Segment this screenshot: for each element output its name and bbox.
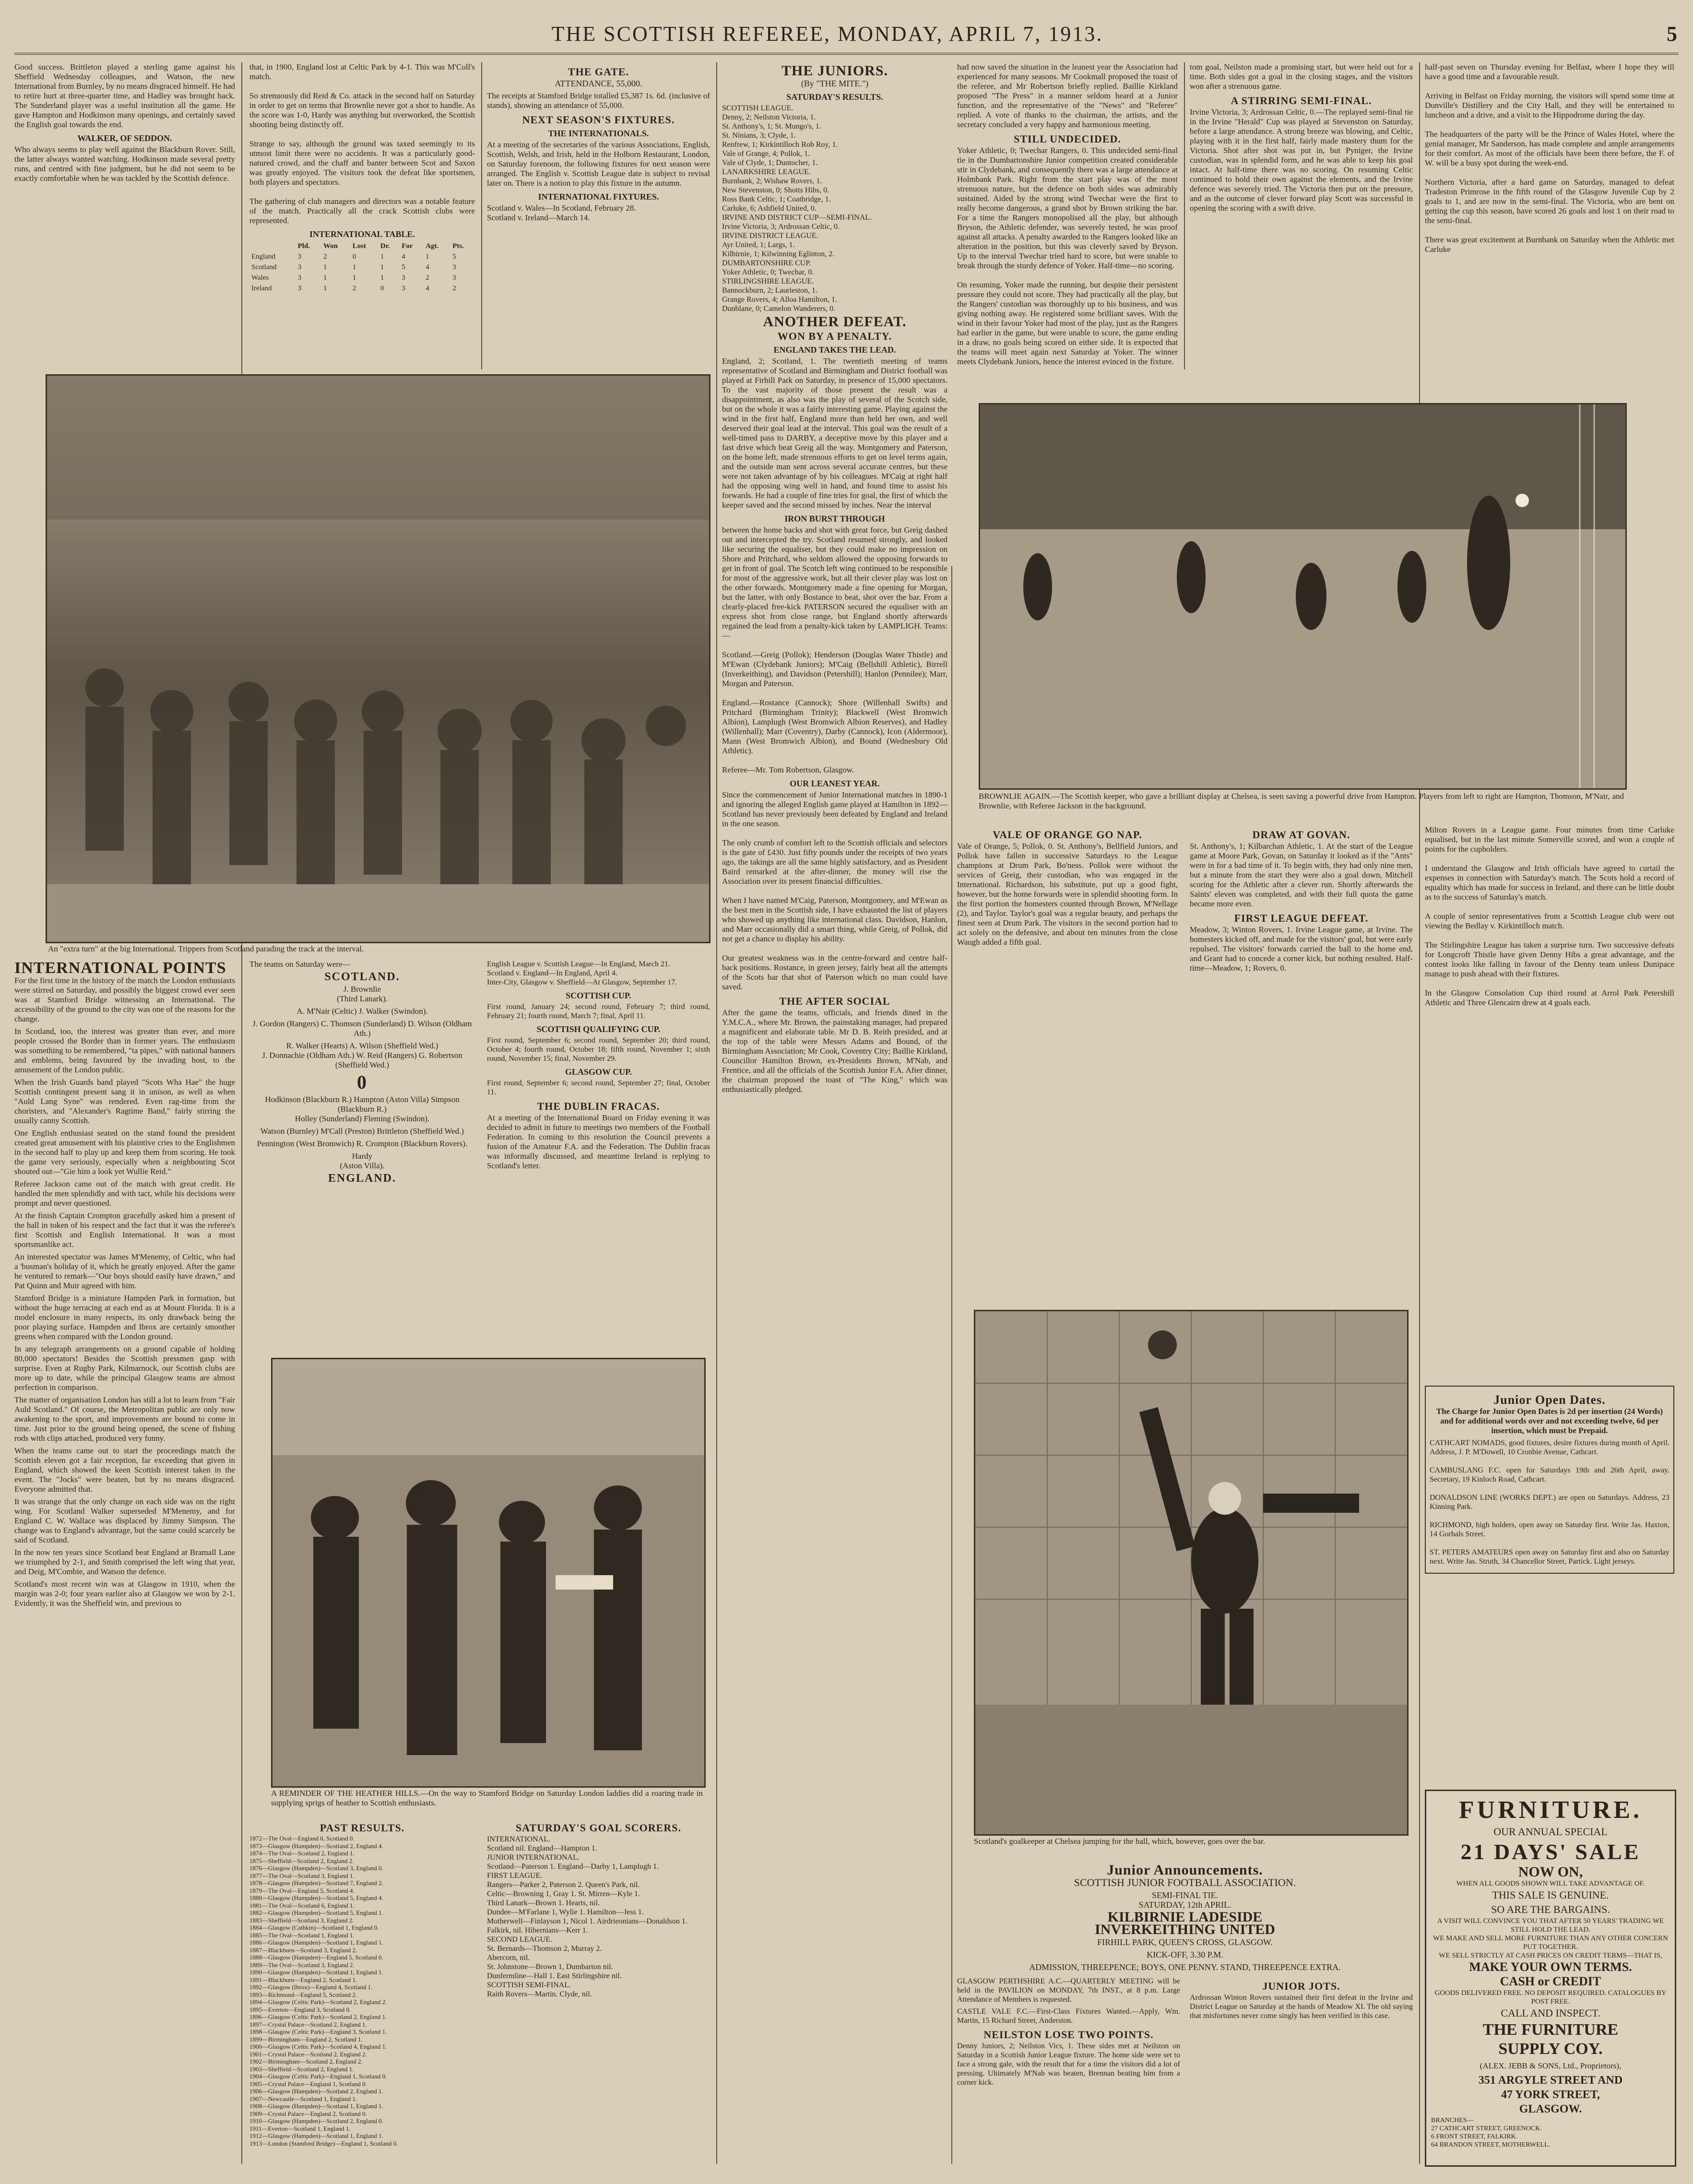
table-cell: 1 [380,253,384,261]
column-3-top [487,62,710,374]
team-name: SCOTLAND. [324,971,400,983]
article-text: First round, January 24; second round, February 7; third round, February 21; fourth round, March 7; final, April 11. [487,1003,710,1020]
section-heading: FIRST LEAGUE DEFEAT. [1234,912,1369,924]
table-cell: 2 [452,285,456,292]
team-name: ENGLAND. [328,1172,396,1185]
team-lineups [249,972,475,1183]
table-row [249,283,475,294]
table-cell: 1 [380,274,384,282]
section-heading: THE DUBLIN FRACAS. [537,1100,660,1112]
open-dates-box [1425,1386,1674,1574]
table-cell: Scotland [251,263,277,271]
article-text: One English enthusiast seated on the stand found the president created great amusement with his plaintive cries to the Englishmen in the second half to play up and keep them from scoring. He took the game very seriously, especially when a neighbouring Scot shouted out—"Gie him a look yet Wullie Reid." [14,1128,235,1176]
subheading: SEMI-FINAL TIE. SATURDAY, 12th APRIL. [1138,1890,1231,1910]
article-text: St. Anthony's, 1; Kilbarchan Athletic, 1. At the start of the League game at Moore Park, Govan, on Saturday it looked as if the "Ants" were in for a bad time of it. To begin with, they had only nine men, but a minute from the start they were also a goal down, Mitchell scoring for the Athletic after a clever run. Shortly afterwards the Saints' eleven was completed, and with their full quota the game became more even. [1190,842,1413,908]
article-text: Meadow, 3; Winton Rovers, 1. Irvine League game, at Irvine. The homesters kicked off, and made for the visitors' goal, but were early repulsed. The visitors' forwards carried the ball to the home end, and Grant had to concede a corner kick, but nothing resulted. Half-time—Meadow, 1; Rovers, 0. [1190,925,1413,973]
column-7-top [1425,62,1674,374]
article-text: Referee Jackson came out of the match with great credit. He handled the men splendidly and with tact, while his decisions were prompt and never questioned. [14,1179,235,1208]
table-cell: 3 [452,274,456,282]
lineup-line: R. Walker (Hearts) A. Wilson (Sheffield Wed.) J. Donnachie (Oldham Ath.) W. Reid (Rangers) G. Robertson (Sheffield Wed.) [262,1041,462,1069]
column-1-top [14,62,235,374]
table-cell: 4 [426,285,429,292]
section-heading: NEILSTON LOSE TWO POINTS. [983,2029,1154,2041]
article-text: The receipts at Stamford Bridge totalled £5,387 1s. 6d. (inclusive of stands), showing an attendance of 55,000. [487,91,710,110]
article-text: In Scotland, too, the interest was greater than ever, and more people crossed the Border than in former years. The enthusiasm was something to be remembered, "ta pipes," with national banners and emblems, being favoured by the invading host, to the amusement of the London public. [14,1027,235,1074]
section-heading: Junior Open Dates. [1493,1393,1606,1407]
column-4 [722,62,947,2164]
article-text: First round, September 6; second round, September 27; final, October 11. [487,1079,710,1096]
subheading: ENGLAND TAKES THE LEAD. [773,345,896,355]
goal-scorers [487,1818,710,2164]
photo-heather-sellers [271,1358,706,1788]
article-text: Yoker Athletic, 0; Twechar Rangers, 0. This undecided semi-final tie in the Dumbartonshire Junior competition created considerable stir in Clydebank, and consequently there was a large attendance at Holmbank Park. Right from the start play was of the most strenuous nature, but the defence on both sides was admirably sustained. Aided by the strong wind Twechar were the first to really become dangerous, a grand shot by Brown striking the bar. For a time the Rangers monopolised all the play, but although Bryson, the Athletic defender, was severely tested, he was proof against all attacks. A penalty awarded to the Rangers looked like an alteration in the position, but this was cleverly saved by Bryson. Up to the interval Twechar tried hard to score, but were unable to break through the sturdy defence of Yoker. Half-time—no scoring. On resuming, Yoker made the running, but despite their persistent pressure they could not score. They had practically all the play, but the Rangers' custodian was thoroughly up to his business, and was giving nothing away. He registered some brilliant saves. With the wind in their favour Yoker had most of the play, just as the Rangers had earlier in the game, but were unable to score, the game ending in a draw, no goals being scored on either side. It is expected that the teams will meet again next Saturday at Yoker. The winner meets Clydebank Juniors, hence the interest evinced in the fixture. [957,146,1178,366]
article-text: Irvine Victoria, 3; Ardrossan Celtic, 0.—The replayed semi-final tie in the Irvine "Herald" Cup was played at Stevenston on Saturday, before a large attendance. A strong breeze was blowing, and Celtic, playing with it in the first half, fairly made mastery thum for the Victoria. Shot after shot was put in, but Pyniger, the Irvine custodian, was in splendid form, and he was able to keep his goal intact. At half-time there was no scoring. On resuming Celtic continued to hold their own against the elements, and the Irvine defence was severely tried. The Victoria then put on the pressure, and as the outcome of clever forward play Scott was successful in opening the scoring with a swift drive. [1190,107,1413,213]
ad-line: SO ARE THE BARGAINS. [1491,1903,1610,1915]
photo-crowd-parade [46,374,710,943]
article-text: between the home backs and shot with great force, but Greig dashed out and intercepted the try. Scotland resumed strongly, and looked like securing the equaliser, but they could make no impression on Shore and Pritchard, who seldom allowed the opposing forwards to get in front of goal. The Scotch left wing continued to be responsible for most of the aggressive work, but all their clever play was lost on the other forwards. Montgomery made a fine opening for Morgan, but the latter, with only Bostance to beat, shot over the bar. From a clearly-placed free-kick PATERSON secured the equaliser with an express shot from close range, but England shortly afterwards regained the lead from a penalty-kick taken by LAMPLIGH. Teams:— Scotland.—Greig (Pollok); Henderson (Douglas Water Thistle) and M'Ewan (Clydebank Juniors); M'Caig (Bellshill Athletic), Birrell (Inverkeithing), and Davidson (Petershill); Hanlon (Pennilee); Marr, Morgan and Paterson. England.—Rostance (Cannock); Shore (Willenhall Swifts) and Pritchard (Birmingham Trinity); Blackwell (West Bromwich Albion), Lamplugh (West Bromwich Albion Reserves), and Hadley (Willenhall); Marr (Coventry), Darby (Cannock), Icon (Aldermoor), Mann (West Bromwich Albion), and Bound (Wednesbury Old Athletic). Referee—Mr. Tom Robertson, Glasgow. [722,525,947,774]
subheading: SCOTTISH CUP. [566,991,631,1000]
photo-brownlie-save [979,403,1627,790]
section-heading: ANOTHER DEFEAT. [763,314,907,330]
subheading: SCOTTISH QUALIFYING CUP. [536,1024,661,1034]
lineup-line: J. Gordon (Rangers) C. Thomson (Sunderland) D. Wilson (Oldham Ath.) [252,1019,472,1038]
table-cell: 1 [352,274,356,282]
ad-line: NOW ON, [1518,1864,1583,1880]
table-cell: 3 [452,263,456,271]
table-cell: 1 [352,263,356,271]
article-text: Who always seems to play well against the Blackburn Rover. Still, the latter always wanted watching. Hodkinson made several pretty runs, and centred with fine judgment, but he did not seem to be exactly comfortable when he was tackled by the Scottish defence. [14,145,235,183]
ad-line: (ALEX. JEBB & SONS, Ltd., Proprietors), [1480,2061,1622,2070]
masthead [14,14,1679,55]
article-text: Good success. Brittleton played a sterling game against his Sheffield Wednesday colleagues, and Watson, the new International from Burnley, by no means disgraced himself. He had to retire hurt at three-quarter time, and Hadley was brought back. The Sunderland player was a useful institution all the game. He gave Hampton and Hodkinson many openings, and certainly saved the English goal towards the end. [14,62,235,129]
article-text: The teams on Saturday were— [249,960,351,969]
column-rule [951,566,952,2164]
subheading: WALKER, OF SEDDON. [77,133,172,143]
photo-image [975,1311,1407,1834]
section-heading: JUNIOR JOTS. [1262,1980,1340,1992]
section-heading: A STIRRING SEMI-FINAL. [1231,95,1372,107]
subheading: THE INTERNATIONALS. [548,129,649,138]
table-header-row [249,241,475,251]
furniture-advertisement [1425,1790,1676,2167]
table-cell: 0 [352,253,356,261]
article-text: Vale of Orange, 5; Pollok, 0. St. Anthony's, Bellfield Juniors, and Pollok have fallen in successive Saturdays to the League champions at Drum Park, Bo'ness. Pollok were without the services of Greig, their custodian, who was engaged in the International. Richardson, his substitute, put up a good fight, however, but the home forwards were in splendid shooting form. In the first portion the homesters counted through Brown, M'Nellage (2), and Taylor. Taylor's goal was a regular beauty, and perhaps the finest seen at Drum Park. The visitors in the second portion had to act solely on the defensive, and about ten minutes from the close Waugh added a fifth goal. [957,842,1178,947]
section-heading: THE GATE. [568,66,629,78]
ad-line: THIS SALE IS GENUINE. [1492,1889,1609,1901]
ad-address: GLASGOW. [1519,2103,1582,2115]
match-team: INVERKEITHING UNITED [1095,1922,1275,1937]
photo-goalkeeper-jump [974,1310,1409,1836]
classified-ad: CASTLE VALE F.C.—First-Class Fixtures Wanted.—Apply, Wm. Martin, 15 Richard Street, Anderston. [957,2007,1180,2025]
byline: (By "THE MITE.") [801,79,869,88]
article-text: England, 2; Scotland, 1. The twentieth meeting of teams representative of Scotland and Birmingham and District football was played at Firhill Park on Saturday, in presence of 15,000 spectators. To the vast majority of those present the result was a disappointment, as also was the play of several of the Scotch side, but on the whole it was a fairly interesting game. Playing against the wind in the first half, England more than held her own, and well deserved their goal lead at the interval. This goal was the result of a well-timed pass to DARBY, a deceptive move by this player and a fast drive which beat Greig all the way. Montgomery and Paterson, on the home left, made strenuous efforts to get on level terms again, and the outside man sent across several accurate centres, but these were not taken advantage of by his colleagues. M'Caig at right half had the opposing wing well in hand, and found time to assist his forwards. He had a couple of fine tries for goal, the first of which the keeper saved and the second missed by inches. Near the interval [722,356,947,510]
column-5-top [957,62,1178,374]
article-text: At a meeting of the secretaries of the various Associations, English, Scottish, Welsh, and Irish, held in the Holborn Restaurant, London, on Saturday forenoon, the following fixtures for next season were arranged. The English v. Scottish League date is subject to revisal later on. There is a notion to play this fixture in the autumn. [487,140,710,188]
table-cell: 3 [297,263,302,271]
table-row [249,262,475,273]
lineup-line: Watson (Burnley) M'Call (Preston) Brittleton (Sheffield Wed.) [260,1127,464,1136]
subheading: IRON BURST THROUGH [784,514,885,523]
article-text: Denny Juniors, 2; Neilston Vics, 1. These sides met at Neilston on Saturday in a Scottish Junior League fixture. The home side were set to face a strong gale, with the result that for a time the visitors did a lot of pressing. Ultimately M'Nab was beaten, Brennan beating him from a corner kick. [957,2042,1180,2087]
article-text: It was strange that the only change on each side was on the right wing. For Scotland Walker superseded M'Menemy, and for England C. W. Wallace was displaced by Jimmy Simpson. The change was to England's advantage, but the same could scarcely be said of Scotland. [14,1497,235,1544]
photo-image [272,1359,704,1786]
ad-address: 351 ARGYLE STREET AND [1478,2074,1623,2087]
article-text: Scotland v. Wales—In Scotland, February 28. Scotland v. Ireland—March 14. [487,203,636,222]
results-list: SCOTTISH LEAGUE. Denny, 2; Neilston Victoria, 1. St. Anthony's, 1; St. Mungo's, 1. St. Ninians, 3; Clyde, 1. Renfrew, 1; Kirkintilloch Rob Roy, 1. Vale of Grange, 4; Pollok, 1. Vale of Clyde, 1; Duntocher, 1. LANARKSHIRE LEAGUE. Burnbank, 2; Wishaw Rovers, 1. New Stevenston, 0; Shotts Hibs, 0. Ross Bank Celtic, 1; Coatbridge, 1. Carluke, 6; Ashfield United, 0. IRVINE AND DISTRICT CUP—SEMI-FINAL. Irvine Victoria, 3; Ardrossan Celtic, 0. IRVINE DISTRICT LEAGUE. Ayr United, 1; Largs, 1. Kilbirnie, 1; Kilwinning Eglinton, 2. DUMBARTONSHIRE CUP. Yoker Athletic, 0; Twechar, 0. STIRLINGSHIRE LEAGUE. Bannockburn, 2; Laurieston, 1. Grange Rovers, 4; Alloa Hamilton, 1. Dunblane, 0; Camelon Wanderers, 0. [722,104,872,313]
table-cell: 5 [402,263,405,271]
table-header: Pts. [452,242,464,250]
table-header: Lost [352,242,367,250]
kickoff: KICK-OFF, 3.30 P.M. [1147,1950,1223,1959]
table-header [249,241,296,251]
table-cell: 3 [402,285,405,292]
column-rule [1184,62,1185,369]
table-title: INTERNATIONAL TABLE. [309,229,415,239]
junior-open-dates [1425,1382,1674,1785]
table-cell: 4 [402,253,405,261]
venue: FIRHILL PARK, QUEEN'S CROSS, GLASGOW. [1097,1937,1273,1947]
match-team: KILBIRNIE LADESIDE [1107,1909,1263,1925]
section-heading: INTERNATIONAL POINTS [14,960,226,977]
results-list: 1872—The Oval—England 0, Scotland 0. 1873—Glasgow (Hampden)—Scotland 2, England 4. 1874—The Oval—Scotland 2, England 1. 1875—Sheffield—Scotland 2, England 2. 1876—Glasgow (Hampden)—Scotland 3, England 0. 1877—The Oval—Scotland 3, England 1. 1878—Glasgow (Hampden)—Scotland 7, England 2. 1879—The Oval—England 5, Scotland 4. 1880—Glasgow (Hampden)—Scotland 5, England 4. 1881—The Oval—Scotland 6, England 1. 1882—Glasgow (Hampden)—Scotland 5, England 1. 1883—Sheffield—Scotland 3, England 2. 1884—Glasgow (Cathkin)—Scotland 1, England 0. 1885—The Oval—Scotland 1, England 1. 1886—Glasgow (Hampden)—Scotland 1, England 1. 1887—Blackburn—Scotland 3, England 2. 1888—Glasgow (Hampden)—England 5, Scotland 0. 1889—The Oval—Scotland 3, England 2. 1890—Glasgow (Hampden)—Scotland 1, England 1. 1891—Blackburn—England 2, Scotland 1. 1892—Glasgow (Ibrox)—England 4, Scotland 1. 1893—Richmond—England 5, Scotland 2. 1894—Glasgow (Celtic Park)—Scotland 2, England 2. 1895—Everton—England 3, Scotland 0. 1896—Glasgow (Celtic Park)—Scotland 2, England 1. 1897—Crystal Palace—Scotland 2, England 1. 1898—Glasgow (Celtic Park)—England 3, Scotland 1. 1899—Birmingham—England 2, Scotland 1. 1900—Glasgow (Celtic Park)—Scotland 4, England 1. 1901—Crystal Palace—Scotland 2, England 2. 1902—Birmingham—Scotland 2, England 2. 1903—Sheffield—Scotland 2, England 1. 1904—Glasgow (Celtic Park)—England 1, Scotland 0. 1905—Crystal Palace—England 1, Scotland 0. 1906—Glasgow (Hampden)—Scotland 2, England 1. 1907—Newcastle—Scotland 1, England 1. 1908—Glasgow (Hampden)—Scotland 1, England 1. 1909—Crystal Palace—England 2, Scotland 0. 1910—Glasgow (Hampden)—Scotland 2, England 0. 1911—Everton—Scotland 1, England 1. 1912—Glasgow (Hampden)—Scotland 1, England 1. 1913—London (Stamford Bridge)—England 1, Scotland 0. [249,1835,398,2147]
section-heading: Junior Announcements. [1107,1862,1263,1878]
section-heading: SATURDAY'S GOAL SCORERS. [516,1822,681,1834]
ad-line: 21 DAYS' SALE [1460,1840,1641,1864]
article-text: Scotland's most recent win was at Glasgow in 1910, when the margin was 2-0; four years earlier also at Glasgow we won by 2-1. Evidently, it was the Sheffield win, and previous to [14,1579,235,1608]
subheading: SATURDAY'S RESULTS. [786,92,883,102]
article-text: When the teams came out to start the proceedings match the Scottish eleven got a fair reception, far exceeding that given in England, which showed the keen Scottish interest taken in the event. The "Jocks" were beaten, but by no means disgraced. Everyone admitted that. [14,1446,235,1494]
column-3-middle [487,960,710,1353]
article-text: Stamford Bridge is a miniature Hampden Park in formation, but without the huge terracing at each end as at Mount Florida. It is a model enclosure in many respects, its only drawback being the poor playing surface. Hampden and Ibrox are certainly smoother greens when compared with the London ground. [14,1294,235,1341]
article-text: Ardrossan Winton Rovers sustained their first defeat in the Irvine and District League on Saturday at the hands of Meadow XI. The old saying that misfortunes never come singly has been verified in this case. [1190,1994,1413,2020]
article-text: After the game the teams, officials, and friends dined in the Y.M.C.A., where Mr. Brown, the painstaking manager, had prepared a magnificent and elaborate table. Mr D. B. Reith presided, and at the top of the table were Messrs Adams and Bound, of the Birmingham Association; Mr Cook, Coventry City; Baillie Kirkland, Councillor Hamilton Brown, ex-Presidents Brown, M'Nab, and Frentice, and all the officials of the Scottish Junior F.A. After dinner, the chairman proposed the toast of "The King," which was enthusiastically pledged. [722,1008,947,1094]
classified-ad: GLASGOW PERTHSHIRE A.C.—QUARTERLY MEETING will be held in the PAVILION on MONDAY, 7th INST., at 8 p.m. Large Attendance of Members is requested. [957,1977,1180,2004]
ad-line: GOODS DELIVERED FREE. NO DEPOSIT REQUIRED. CATALOGUES BY POST FREE. [1434,1989,1667,2006]
table-cell: 2 [426,274,429,282]
article-text: half-past seven on Thursday evening for Belfast, where I hope they will have a good time and a favourable result. Arriving in Belfast on Friday morning, the visitors will spend some time at Dunville's Distillery and the City Hall, and they will be entertained to luncheon and a drive, and a visit to the Hippodrome during the day. The headquarters of the party will be the Prince of Wales Hotel, where the genial manager, Mr Sanderson, has made complete and ample arrangements for their comfort. As most of the officials have been there before, the F. of W. will be a busy spot during the week-end. Northern Victoria, after a hard game on Saturday, managed to defeat Tradeston Primrose in the fifth round of the Glasgow Juvenile Cup by 2 goals to 1, and are now in the semi-final. The Victoria, who are bent on getting the cup this season, have scored 26 goals and lost 1 on their road to the semi-final. There was great excitement at Burnbank on Saturday when the Athletic met Carluke [1425,62,1674,254]
table-header: Agt. [426,242,439,250]
article-text: First round, September 6; second round, September 20; third round, October 4; fourth round, October 18; fifth round, November 1; sixth round, November 15; final, November 29. [487,1036,710,1063]
photo-image [980,404,1625,788]
subheading: OUR LEANEST YEAR. [790,779,880,788]
table-cell: 3 [297,274,302,282]
table-cell: 2 [352,285,356,292]
article-text: English League v. Scottish League—In England, March 21. Scotland v. England—In England, April 4. Inter-City, Glasgow v. Sheffield—At Glasgow, September 17. [487,960,677,986]
junior-announcements [957,1862,1413,2164]
ad-line: OUR ANNUAL SPECIAL [1493,1826,1608,1838]
table-cell: Ireland [251,285,272,292]
column-1-lower [14,960,235,2164]
ad-line: A VISIT WILL CONVINCE YOU THAT AFTER 50 YEARS' TRADING WE STILL HOLD THE LEAD. [1437,1917,1664,1934]
ad-line: WHEN ALL GOODS SHOWN WILL TAKE ADVANTAGE OF. [1456,1880,1645,1887]
photo-caption: An "extra turn" at the big International. Trippers from Scotland parading the track at the interval. [48,944,364,953]
table-row [249,273,475,283]
ad-line: MAKE YOUR OWN TERMS. [1469,1960,1632,1974]
lineup-line: Hardy (Aston Villa). [340,1151,385,1170]
article-text: At a meeting of the International Board on Friday evening it was decided to admit in future to meetings two members of the Football Federation. In coming to this resolution the Council prevents a fusion of the Amateur F.A. and the Federation. The Dublin fracas was informally discussed, and meantime Ireland is replying to Scotland's letter. [487,1113,710,1170]
table-cell: 3 [402,274,405,282]
lineup-line: Hodkinson (Blackburn R.) Hampton (Aston Villa) Simpson (Blackburn R.) Holley (Sunderland) Fleming (Swindon). [265,1095,460,1123]
table-cell: 5 [452,253,456,261]
ad-line: CASH or CREDIT [1500,1974,1601,1988]
lineup-line: A. M'Nair (Celtic) J. Walker (Swindon). [296,1007,428,1016]
subheading: THE AFTER SOCIAL [779,995,890,1007]
section-heading: PAST RESULTS. [320,1822,405,1834]
table-cell: 1 [380,263,384,271]
column-rule [1419,62,1420,2164]
ad-company: SUPPLY COY. [1498,2040,1603,2058]
classified-ads: CATHCART NOMADS, good fixtures, desire fixtures during month of April. Address, J. P. M'Dowell, 10 Cronbie Avenue, Cathcart. CAMBUSLANG F.C. open for Saturdays 19th and 26th April, away. Secretary, 19 Kinloch Road, Cathcart. DONALDSON LINE (WORKS DEPT.) are open on Saturdays. Address, 23 Kinning Park. RICHMOND, high holders, open away on Saturday first. Write Jas. Haxton, 14 Gorbals Street. ST. PETERS AMATEURS open away on Saturday first and also on Saturday next. Write Jas. Struth, 34 Chancellor Street, Partick. Light jerseys. [1430,1439,1669,1566]
table-cell: 2 [323,253,327,261]
table-row [249,251,475,262]
table-cell: 1 [323,274,327,282]
table-header: Pld. [297,242,310,250]
ad-line: CALL AND INSPECT. [1501,2007,1600,2019]
column-rule [481,62,482,369]
photo-caption: Scotland's goalkeeper at Chelsea jumping for the ball, which, however, goes over the bar. [974,1837,1266,1846]
ad-line: WE SELL STRICTLY AT CASH PRICES ON CREDIT TERMS—THAT IS, [1439,1952,1662,1959]
column-6-top [1190,62,1413,374]
subheading: SCOTTISH JUNIOR FOOTBALL ASSOCIATION. [1074,1876,1296,1888]
subheading: GLASGOW CUP. [565,1067,632,1077]
article-text: tom goal, Neilston made a promising start, but were held out for a time. Both sides got a goal in the closing stages, and the visitors won after a strenuous game. [1190,62,1413,91]
section-heading: DRAW AT GOVAN. [1252,829,1350,841]
teams-block [249,960,475,1363]
table-cell: 1 [323,263,327,271]
photo-image [47,376,709,942]
table-cell: Wales [251,274,269,282]
ad-address: 47 YORK STREET, [1501,2089,1600,2101]
section-heading: NEXT SEASON'S FIXTURES. [522,114,675,126]
table-cell: 0 [380,285,384,292]
subheading: INTERNATIONAL FIXTURES. [538,192,659,202]
article-text: At the finish Captain Crompton gracefully asked him a present of the ball in token of his respect and the fact that it was the referee's first Scottish and English International. It was a most sportsmanlike act. [14,1211,235,1249]
photo-caption: A REMINDER OF THE HEATHER HILLS.—On the way to Stamford Bridge on Saturday London laddies did a roaring trade in supplying sprigs of heather to Scottish enthusiasts. [271,1789,703,1807]
section-heading: VALE OF ORANGE GO NAP. [993,829,1142,841]
international-table [249,241,475,294]
table-header: For [402,242,413,250]
table-cell: England [251,253,275,261]
article-text: had now saved the situation in the leanest year the Association had experienced for many seasons. Mr Cookmall proposed the toast of the referee, and Mr Robertson briefly replied. Baillie Kirkland proposed "The Press" in a manner seldom heard at a Junior function, and the representative of the "News" and "Referee" replied. A vote of thanks to the chairman, the artists, and the secretary concluded a very happy and harmonious meeting. [957,62,1178,129]
photo-caption: BROWNLIE AGAIN.—The Scottish keeper, who gave a brilliant display at Chelsea, is seen saving a powerful drive from Hampton. Players from left to right are Hampton, Thomson, M'Nair, and Brownlie, with Referee Jackson in the background. [979,792,1624,810]
score-zero: 0 [357,1071,367,1093]
table-cell: 1 [323,285,327,292]
notice: The Charge for Junior Open Dates is 2d per insertion (24 Words) and for additional words over and not exceeding twelve, 6d per insertion, which must be Prepaid. [1436,1407,1663,1435]
table-cell: 3 [297,285,302,292]
column-rule [716,62,717,2164]
article-text: For the first time in the history of the match the London enthusiasts were stirred on Saturday, and possibly the biggest crowd ever seen was at Stamford Bridge witnessing an International. The accessibility of the ground to the city was one of the reasons for the change. [14,976,235,1023]
column-7-lower [1425,825,1674,1377]
table-cell: 4 [426,263,429,271]
article-text: In any telegraph arrangements on a ground capable of holding 80,000 spectators! Besides the Scottish pressmen gasp with surprise. Even at Rugby Park, Kilmarnock, our Scottish clubs are more up to date, while the principal Glasgow teams are almost perfection in comparison. [14,1344,235,1392]
article-text: Milton Rovers in a League game. Four minutes from time Carluke equalised, but in the last minute Somerville scored, and won a couple of points for the cupholders. I understand the Glasgow and Irish officials have agreed to curtail the expenses in connection with Saturday's match. The Scots hold a record of equality which has made for success in Ireland, and there can be little doubt as to the success of Saturday's match. A couple of senior representatives from a Scottish League club were out viewing the Bedlay v. Kirkintilloch match. The Stirlingshire League has taken a surprise turn. Two successive defeats for Longcroft Thistle have given Denny Hibs a great advantage, and the contest looks like falling in favour of the Denny team unless Dunipace manage to push ahead with their fixtures. In the Glasgow Consolation Cup third round at Arrol Park Petershill Athletic and Three Glencairn drew at 4 goals each. [1425,825,1674,1007]
subheading: ATTENDANCE, 55,000. [555,79,642,88]
table-header: Dr. [380,242,390,250]
column-2-top [249,62,475,374]
lineup-line: J. Brownlie (Third Lanark). [337,985,388,1003]
article-text: In the now ten years since Scotland beat England at Bramall Lane we triumphed by 2-1, and Smith comprised the left wing that year, and Deig, M'Combie, and Watson the defence. [14,1548,235,1576]
section-heading: THE JUNIORS. [781,63,888,79]
ad-title: FURNITURE. [1458,1796,1643,1824]
article-text: An interested spectator was James M'Menemy, of Celtic, who had a 'busman's holiday of it, which he greatly enjoyed. After the game he ventured to remark—"Our boys should easily have drawn," and Pat Quinn and Muir agreed with him. [14,1252,235,1290]
ad-company: THE FURNITURE [1482,2021,1619,2039]
page-number: 5 [1667,22,1679,46]
article-text: The matter of organisation London has still a lot to learn from "Fair Auld Scotland." Of course, the Metropolitan public are only now awakening to the sport, and improvements are bound to come in time. Just prior to the ground being opened, the scene of fishing rods with clips attached, produced very funny. [14,1395,235,1443]
ad-line: WE MAKE AND SELL MORE FURNITURE THAN ANY OTHER CONCERN PUT TOGETHER. [1433,1935,1668,1951]
lineup-line: Pennington (West Bromwich) R. Crompton (Blackburn Rovers). [257,1139,468,1148]
section-heading: STILL UNDECIDED. [1014,133,1121,145]
table-header: Won [323,242,338,250]
results-list: INTERNATIONAL. Scotland nil. England—Hampton 1. JUNIOR INTERNATIONAL. Scotland—Paterson 1. England—Darby 1, Lamplugh 1. FIRST LEAGUE. Rangers—Parker 2, Paterson 2. Queen's Park, nil. Celtic—Browning 1, Gray 1. St. Mirren—Kyle 1. Third Lanark—Brown 1. Hearts, nil. Dundee—M'Farlane 1, Wylie 1. Hamilton—Jess 1. Motherwell—Finlayson 1, Nicol 1. Airdrieonians—Donaldson 1. Falkirk, nil. Hibernians—Kerr 1. SECOND LEAGUE. St. Bernards—Thomson 2, Murray 2. Abercorn, nil. St. Johnstone—Brown 1, Dumbarton nil. Dunfermline—Hall 1. East Stirlingshire nil. SCOTTISH SEMI-FINAL. Raith Rovers—Martin. Clyde, nil. [487,1835,687,1998]
article-text: that, in 1900, England lost at Celtic Park by 4-1. This was M'Coll's match. So strenuously did Reid & Co. attack in the second half on Saturday in order to get on terms that Brownlie never got a shot to handle. As the score was 1-0, Hardy was anything but overworked, the Scottish shooting being distinctly off. Strange to say, although the ground was taxed seemingly to its utmost limit there were no accidents. It was a particularly good-natured crowd, and the chaff and banter between Scot and Saxon was greatly enjoyed. The visitors took the defeat like sportsmen, both players and spectators. The gathering of club managers and directors was a notable feature of the match. Practically all the crack Scottish clubs were represented. [249,62,475,225]
past-results [249,1818,475,2164]
masthead-title: THE SCOTTISH REFEREE, MONDAY, APRIL 7, 1913. [551,22,1103,46]
ad-branches: BRANCHES— 27 CATHCART STREET, GREENOCK. 6 FRONT STREET, FALKIRK. 64 BRANDON STREET, MOTHERWELL. [1431,2117,1551,2148]
table-cell: 3 [297,253,302,261]
table-cell: 1 [426,253,429,261]
subheading: WON BY A PENALTY. [777,330,892,342]
article-text: When the Irish Guards band played "Scots Wha Hae" the huge Scottish contingent present sang it in unison, as well as when "Auld Lang Syne" was rendered. Even rag-time from the choristers, and "Alexander's Ragtime Band," fairly stirring the usually canny Scottish. [14,1078,235,1125]
admission: ADMISSION, THREEPENCE; BOYS, ONE PENNY. STAND, THREEPENCE EXTRA. [1029,1962,1341,1972]
article-text: Since the commencement of Junior International matches in 1890-1 and ignoring the alleged English game played at Hamilton in 1892—Scotland has never previously been defeated by England and Ireland in the one season. The only crumb of comfort left to the Scottish officials and selectors is the gate of £430. Just fifty pounds under the receipts of two years ago, the takings are all the same highly satisfactory, and as President Baird remarked at the after-dinner, the money will rise the Association over its present financial difficulties. When I have named M'Caig, Paterson, Montgomery, and M'Ewan as the best men in the Scottish side, I have exhausted the list of players who showed up anything like international class. Davidson, Hanlon, and Marr occasionally did a smart thing, while Greig, of Pollok, did not get a chance to display his ability. Our greatest weakness was in the centre-forward and centre half-back positions. Rostance, in green jersey, fairly beat all the attempts of the Scots bar that shot of Paterson which no man could have saved. [722,790,947,991]
